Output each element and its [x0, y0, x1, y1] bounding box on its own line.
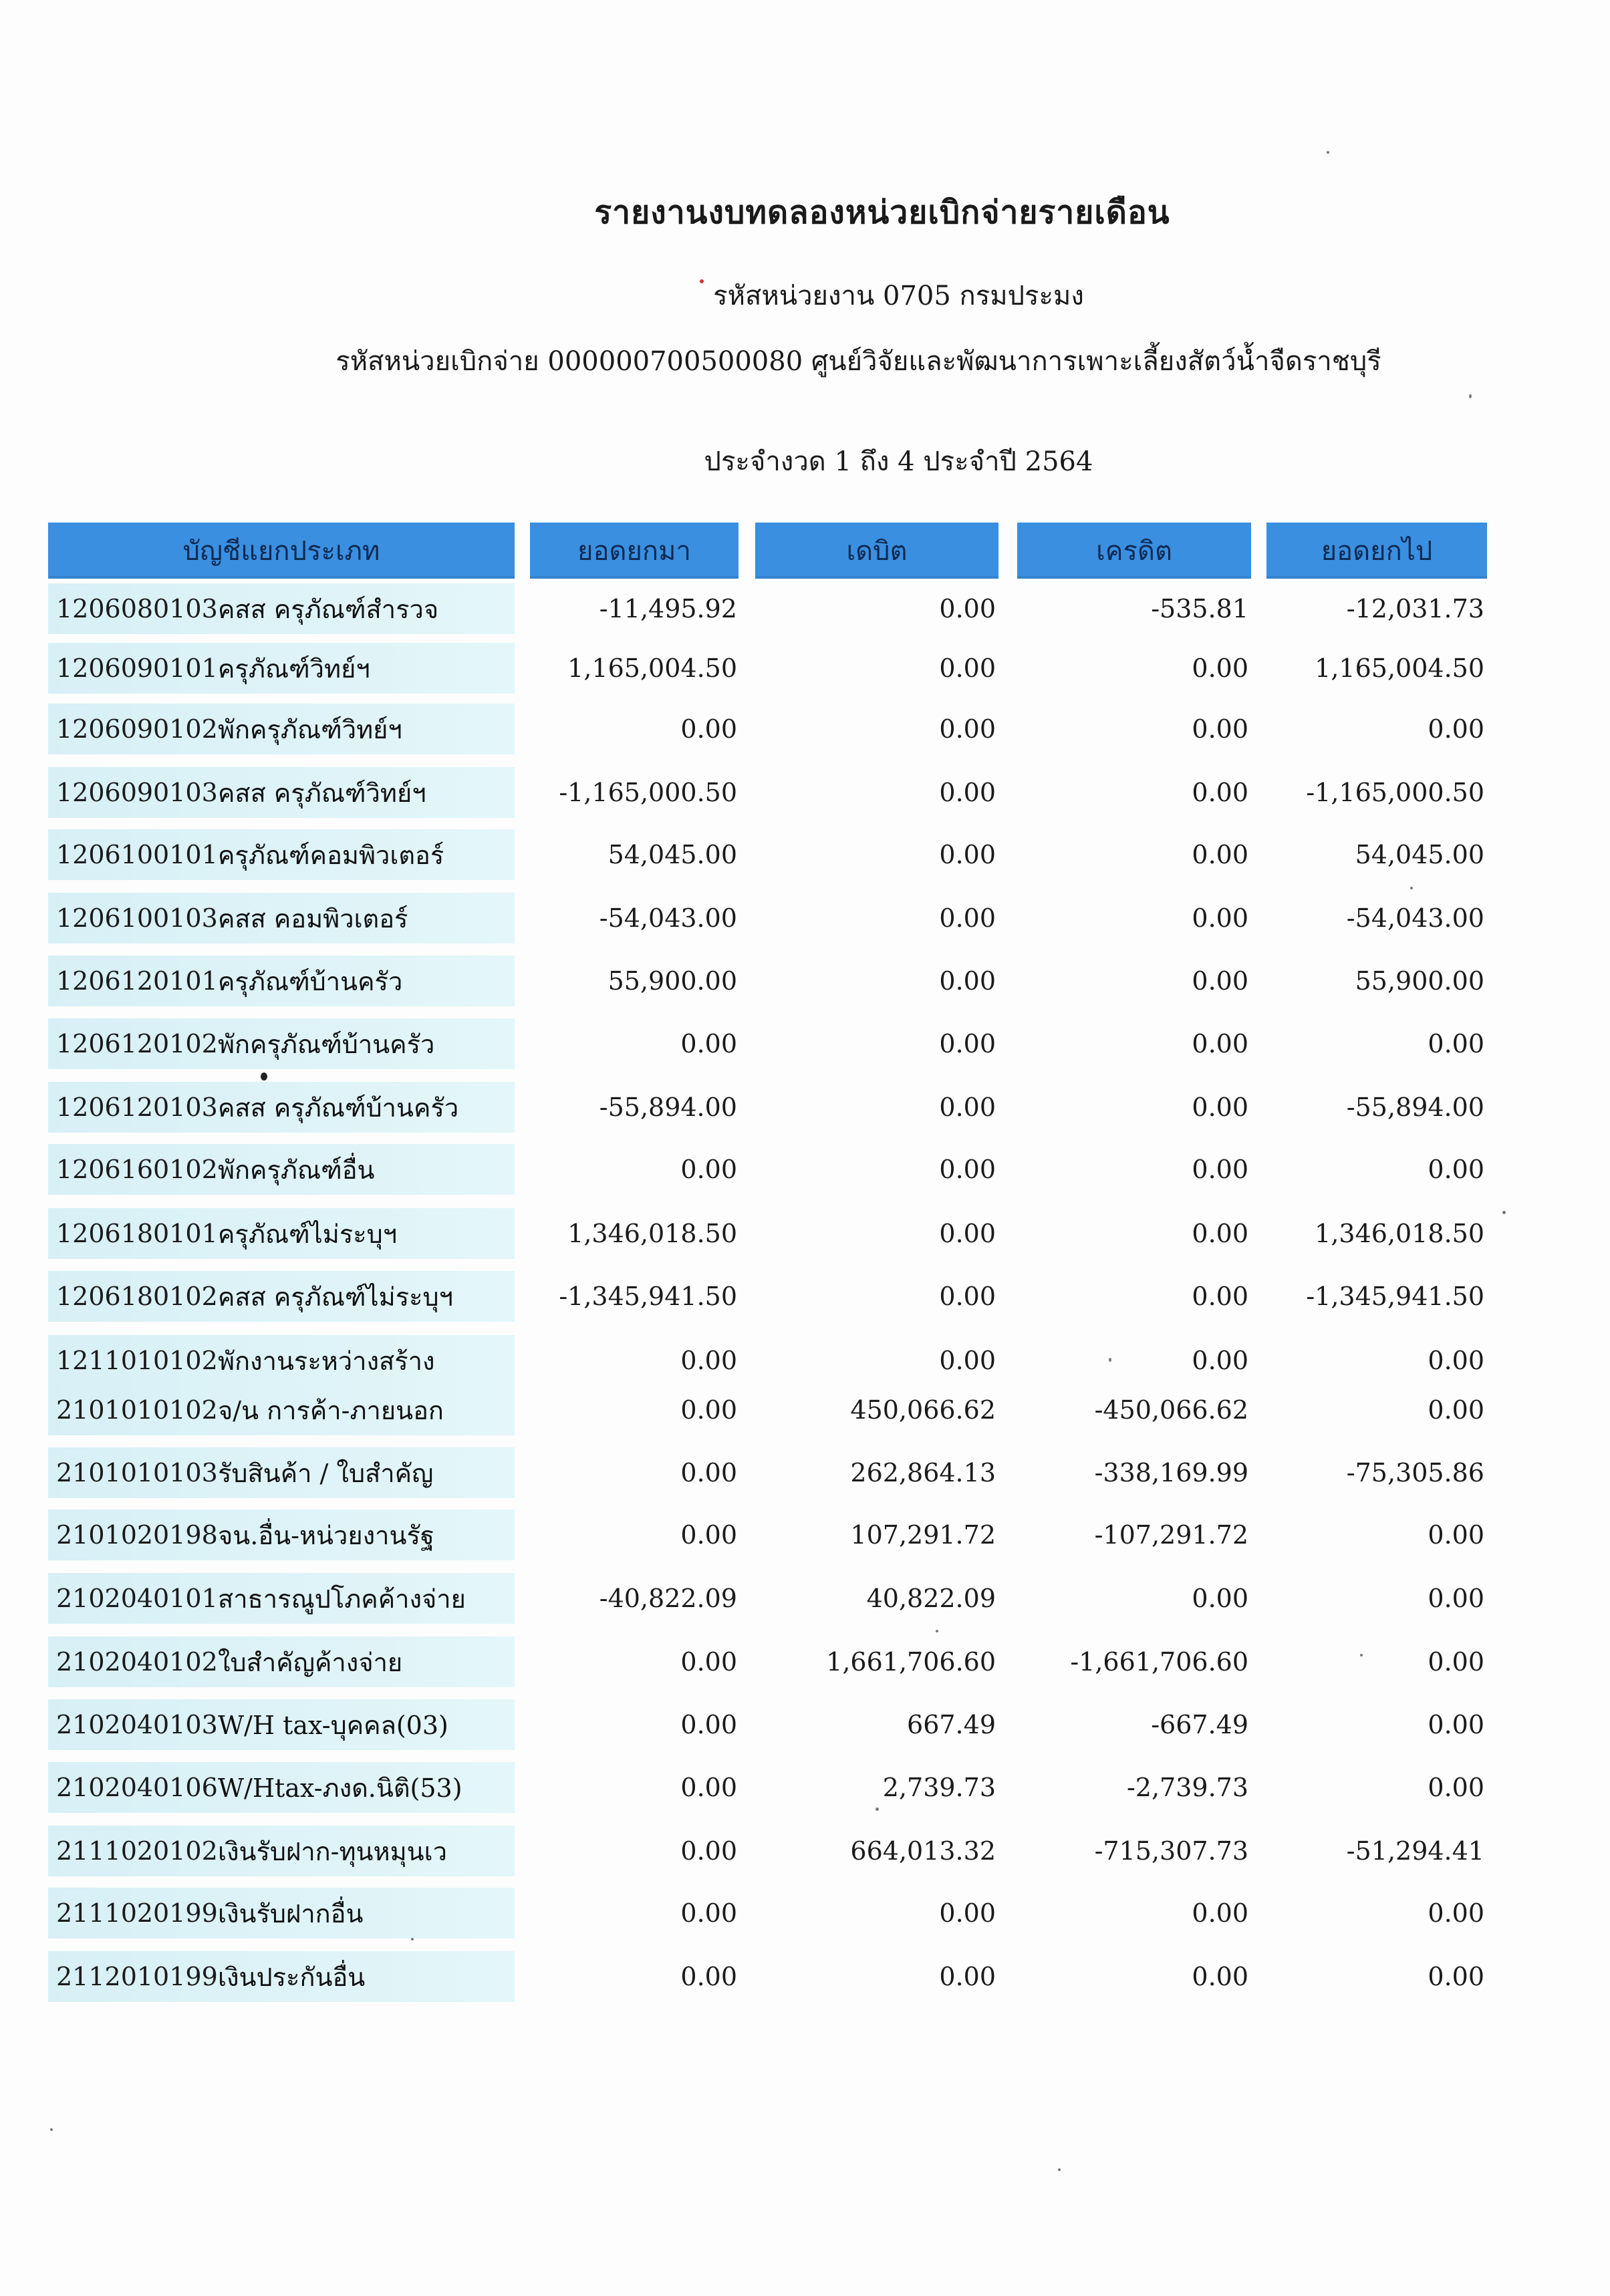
column-header-brought-forward: ยอดยกมา	[530, 523, 739, 579]
account-name: ใบสำคัญค้างจ่าย	[218, 1647, 403, 1677]
debit-value: 0.00	[939, 1898, 996, 1928]
table-row	[0, 893, 1610, 944]
carried-forward-value: 0.00	[1428, 1898, 1484, 1928]
debit-value: 1,661,706.60	[826, 1647, 996, 1677]
debit-value: 0.00	[939, 654, 996, 683]
brought-forward-value: -1,345,941.50	[559, 1282, 737, 1311]
column-header-credit: เครดิต	[1017, 523, 1251, 579]
table-row	[0, 1510, 1610, 1560]
table-row	[0, 1888, 1610, 1939]
credit-value: -450,066.62	[1094, 1395, 1248, 1425]
brought-forward-value: -40,822.09	[599, 1584, 737, 1613]
account-code: 1211010102	[56, 1346, 218, 1375]
scan-speck	[876, 1808, 879, 1811]
credit-value: -107,291.72	[1094, 1520, 1248, 1550]
account-code: 1206100103	[56, 903, 218, 933]
account-cell	[48, 1144, 515, 1195]
scan-speck	[50, 2128, 53, 2131]
credit-value: 0.00	[1192, 1093, 1248, 1122]
credit-value: 0.00	[1192, 778, 1248, 807]
column-header-debit: เดบิต	[755, 523, 998, 579]
account-name: ครุภัณฑ์บ้านครัว	[218, 966, 403, 996]
table-row	[0, 1573, 1610, 1624]
scan-speck	[1502, 1211, 1506, 1214]
debit-value: 0.00	[939, 1346, 996, 1375]
carried-forward-value: 0.00	[1428, 1710, 1484, 1739]
account-cell	[48, 829, 515, 880]
account-name: ครุภัณฑ์ไม่ระบุฯ	[218, 1219, 398, 1249]
brought-forward-value: 1,165,004.50	[567, 654, 737, 683]
credit-value: 0.00	[1192, 840, 1248, 869]
brought-forward-value: 0.00	[680, 1029, 737, 1058]
brought-forward-value: 54,045.00	[608, 840, 737, 869]
table-row	[0, 1636, 1610, 1687]
carried-forward-value: 0.00	[1428, 1647, 1484, 1677]
account-name: พักครุภัณฑ์วิทย์ฯ	[218, 714, 402, 744]
account-cell	[48, 1951, 515, 2002]
carried-forward-value: -1,165,000.50	[1306, 778, 1484, 807]
scan-speck	[1360, 1654, 1363, 1657]
table-row	[0, 1385, 1610, 1435]
account-cell	[48, 1447, 515, 1498]
debit-value: 450,066.62	[850, 1395, 996, 1425]
debit-value: 0.00	[939, 1282, 996, 1311]
account-name: คสส ครุภัณฑ์สำรวจ	[218, 594, 439, 624]
brought-forward-value: 0.00	[680, 1647, 737, 1677]
credit-value: 0.00	[1192, 654, 1248, 683]
scan-speck	[1327, 151, 1329, 154]
carried-forward-value: 0.00	[1428, 1029, 1484, 1058]
table-row	[0, 704, 1610, 754]
table-row	[0, 1208, 1610, 1259]
account-code: 1206160102	[56, 1155, 218, 1184]
account-cell	[48, 956, 515, 1006]
brought-forward-value: 0.00	[680, 1520, 737, 1550]
account-cell	[48, 643, 515, 694]
table-row	[0, 643, 1610, 694]
credit-value: 0.00	[1192, 1346, 1248, 1375]
table-row	[0, 1144, 1610, 1195]
account-name: จ/น การค้า-ภายนอก	[218, 1395, 444, 1425]
account-cell	[48, 1018, 515, 1069]
account-code: 1206120102	[56, 1029, 218, 1058]
carried-forward-value: -12,031.73	[1346, 594, 1484, 623]
account-code: 1206090101	[56, 654, 218, 683]
account-cell	[48, 1208, 515, 1259]
account-cell	[48, 1335, 515, 1386]
credit-value: -338,169.99	[1094, 1458, 1248, 1487]
account-cell	[48, 893, 515, 944]
account-code: 2101010103	[56, 1458, 218, 1487]
table-row	[0, 1699, 1610, 1750]
account-cell	[48, 1082, 515, 1133]
credit-value: -2,739.73	[1126, 1773, 1248, 1802]
brought-forward-value: -11,495.92	[599, 594, 737, 623]
debit-value: 0.00	[939, 840, 996, 869]
credit-value: -1,661,706.60	[1070, 1647, 1248, 1677]
debit-value: 0.00	[939, 1219, 996, 1248]
carried-forward-value: 54,045.00	[1355, 840, 1484, 869]
table-row	[0, 1762, 1610, 1813]
debit-value: 667.49	[907, 1710, 996, 1739]
account-cell	[48, 767, 515, 818]
brought-forward-value: 1,346,018.50	[567, 1219, 737, 1248]
account-code: 2112010199	[56, 1962, 218, 1991]
account-code: 1206090103	[56, 778, 218, 807]
account-cell	[48, 583, 515, 634]
account-name: พักครุภัณฑ์อื่น	[218, 1155, 375, 1185]
agency-code-line: รหัสหน่วยงาน 0705 กรมประมง	[713, 281, 1084, 311]
report-title: รายงานงบทดลองหน่วยเบิกจ่ายรายเดือน	[594, 194, 1170, 231]
account-cell	[48, 1510, 515, 1560]
account-code: 1206120101	[56, 966, 218, 996]
debit-value: 0.00	[939, 1962, 996, 1991]
account-cell	[48, 1271, 515, 1322]
debit-value: 0.00	[939, 778, 996, 807]
scan-speck	[1058, 2168, 1061, 2171]
carried-forward-value: -1,345,941.50	[1306, 1282, 1484, 1311]
account-name: คสส ครุภัณฑ์บ้านครัว	[218, 1093, 459, 1123]
carried-forward-value: 0.00	[1428, 1395, 1484, 1425]
period-line: ประจำงวด 1 ถึง 4 ประจำปี 2564	[704, 446, 1093, 477]
table-row	[0, 956, 1610, 1006]
account-cell	[48, 1385, 515, 1435]
account-name: คสส คอมพิวเตอร์	[218, 903, 408, 934]
account-name: พักงานระหว่างสร้าง	[218, 1346, 435, 1376]
credit-value: 0.00	[1192, 1584, 1248, 1613]
table-row	[0, 1335, 1610, 1386]
debit-value: 107,291.72	[850, 1520, 996, 1550]
credit-value: 0.00	[1192, 1282, 1248, 1311]
table-row	[0, 1271, 1610, 1322]
table-row	[0, 1082, 1610, 1133]
account-code: 1206180102	[56, 1282, 218, 1311]
credit-value: 0.00	[1192, 1898, 1248, 1928]
account-name: เงินรับฝากอื่น	[218, 1898, 364, 1928]
debit-value: 0.00	[939, 1029, 996, 1058]
account-code: 2111020102	[56, 1836, 218, 1866]
account-name: ครุภัณฑ์คอมพิวเตอร์	[218, 840, 444, 870]
debit-value: 0.00	[939, 594, 996, 623]
credit-value: 0.00	[1192, 714, 1248, 744]
account-code: 2101020198	[56, 1520, 218, 1550]
carried-forward-value: -51,294.41	[1346, 1836, 1484, 1866]
disbursing-unit-line: รหัสหน่วยเบิกจ่าย 000000700500080 ศูนย์วิจัยและพัฒนาการเพาะเลี้ยงสัตว์น้ำจืดราชบุรี	[336, 346, 1381, 377]
account-cell	[48, 1888, 515, 1939]
account-code: 2102040101	[56, 1584, 218, 1613]
brought-forward-value: 0.00	[680, 1710, 737, 1739]
brought-forward-value: 0.00	[680, 1962, 737, 1991]
debit-value: 262,864.13	[850, 1458, 996, 1487]
brought-forward-value: 0.00	[680, 1155, 737, 1184]
column-header-account: บัญชีแยกประเภท	[48, 523, 515, 579]
account-code: 1206120103	[56, 1093, 218, 1122]
scan-speck	[261, 1072, 267, 1081]
credit-value: -535.81	[1151, 594, 1248, 623]
debit-value: 0.00	[939, 966, 996, 996]
credit-value: -667.49	[1151, 1710, 1248, 1739]
account-name: คสส ครุภัณฑ์ไม่ระบุฯ	[218, 1282, 454, 1312]
credit-value: 0.00	[1192, 1962, 1248, 1991]
carried-forward-value: 55,900.00	[1355, 966, 1484, 996]
account-cell	[48, 1573, 515, 1624]
account-name: จน.อื่น-หน่วยงานรัฐ	[218, 1520, 434, 1550]
account-name: พักครุภัณฑ์บ้านครัว	[218, 1029, 435, 1059]
scan-speck	[411, 1938, 414, 1941]
account-code: 2102040103	[56, 1710, 218, 1739]
brought-forward-value: 0.00	[680, 1773, 737, 1802]
brought-forward-value: 0.00	[680, 1836, 737, 1866]
account-cell	[48, 1762, 515, 1813]
credit-value: 0.00	[1192, 1155, 1248, 1184]
debit-value: 0.00	[939, 1093, 996, 1122]
brought-forward-value: -54,043.00	[599, 903, 737, 933]
scan-speck	[1469, 394, 1472, 398]
carried-forward-value: 1,346,018.50	[1315, 1219, 1484, 1248]
table-row	[0, 583, 1610, 634]
brought-forward-value: 0.00	[680, 1458, 737, 1487]
debit-value: 664,013.32	[850, 1836, 996, 1866]
carried-forward-value: -54,043.00	[1346, 903, 1484, 933]
account-name: W/Htax-ภงด.นิติ(53)	[218, 1773, 462, 1803]
table-row	[0, 1447, 1610, 1498]
account-code: 2102040102	[56, 1647, 218, 1677]
account-name: รับสินค้า / ใบสำคัญ	[218, 1458, 434, 1488]
carried-forward-value: 0.00	[1428, 1155, 1484, 1184]
account-name: เงินรับฝาก-ทุนหมุนเว	[218, 1836, 447, 1866]
carried-forward-value: 0.00	[1428, 714, 1484, 744]
credit-value: 0.00	[1192, 903, 1248, 933]
brought-forward-value: -55,894.00	[599, 1093, 737, 1122]
carried-forward-value: 0.00	[1428, 1773, 1484, 1802]
account-name: W/H tax-บุคคล(03)	[218, 1710, 448, 1740]
account-cell	[48, 1636, 515, 1687]
scan-speck	[936, 1630, 938, 1632]
account-code: 2111020199	[56, 1898, 218, 1928]
table-row	[0, 1951, 1610, 2002]
account-name: คสส ครุภัณฑ์วิทย์ฯ	[218, 778, 426, 808]
scan-speck	[1109, 1358, 1111, 1362]
account-cell	[48, 1826, 515, 1876]
brought-forward-value: 0.00	[680, 1898, 737, 1928]
table-row	[0, 767, 1610, 818]
account-code: 2101010102	[56, 1395, 218, 1425]
account-name: เงินประกันอื่น	[218, 1962, 366, 1992]
debit-value: 0.00	[939, 714, 996, 744]
carried-forward-value: -75,305.86	[1346, 1458, 1484, 1487]
account-name: ครุภัณฑ์วิทย์ฯ	[218, 654, 370, 684]
credit-value: -715,307.73	[1094, 1836, 1248, 1866]
carried-forward-value: -55,894.00	[1346, 1093, 1484, 1122]
column-header-carried-forward: ยอดยกไป	[1266, 523, 1487, 579]
account-cell	[48, 1699, 515, 1750]
debit-value: 0.00	[939, 903, 996, 933]
account-code: 1206180101	[56, 1219, 218, 1248]
brought-forward-value: 55,900.00	[608, 966, 737, 996]
account-code: 1206080103	[56, 594, 218, 623]
debit-value: 2,739.73	[882, 1773, 996, 1802]
account-code: 2102040106	[56, 1773, 218, 1802]
debit-value: 40,822.09	[866, 1584, 996, 1613]
credit-value: 0.00	[1192, 966, 1248, 996]
carried-forward-value: 0.00	[1428, 1520, 1484, 1550]
account-cell	[48, 704, 515, 754]
carried-forward-value: 0.00	[1428, 1346, 1484, 1375]
table-row	[0, 1826, 1610, 1876]
credit-value: 0.00	[1192, 1029, 1248, 1058]
table-row	[0, 1018, 1610, 1069]
table-row	[0, 829, 1610, 880]
brought-forward-value: -1,165,000.50	[559, 778, 737, 807]
credit-value: 0.00	[1192, 1219, 1248, 1248]
account-code: 1206090102	[56, 714, 218, 744]
carried-forward-value: 1,165,004.50	[1315, 654, 1484, 683]
brought-forward-value: 0.00	[680, 1395, 737, 1425]
brought-forward-value: 0.00	[680, 1346, 737, 1375]
scan-speck	[700, 279, 704, 283]
scan-speck	[1410, 887, 1413, 889]
carried-forward-value: 0.00	[1428, 1962, 1484, 1991]
account-name: สาธารณูปโภคค้างจ่าย	[218, 1584, 466, 1614]
brought-forward-value: 0.00	[680, 714, 737, 744]
debit-value: 0.00	[939, 1155, 996, 1184]
account-code: 1206100101	[56, 840, 218, 869]
carried-forward-value: 0.00	[1428, 1584, 1484, 1613]
